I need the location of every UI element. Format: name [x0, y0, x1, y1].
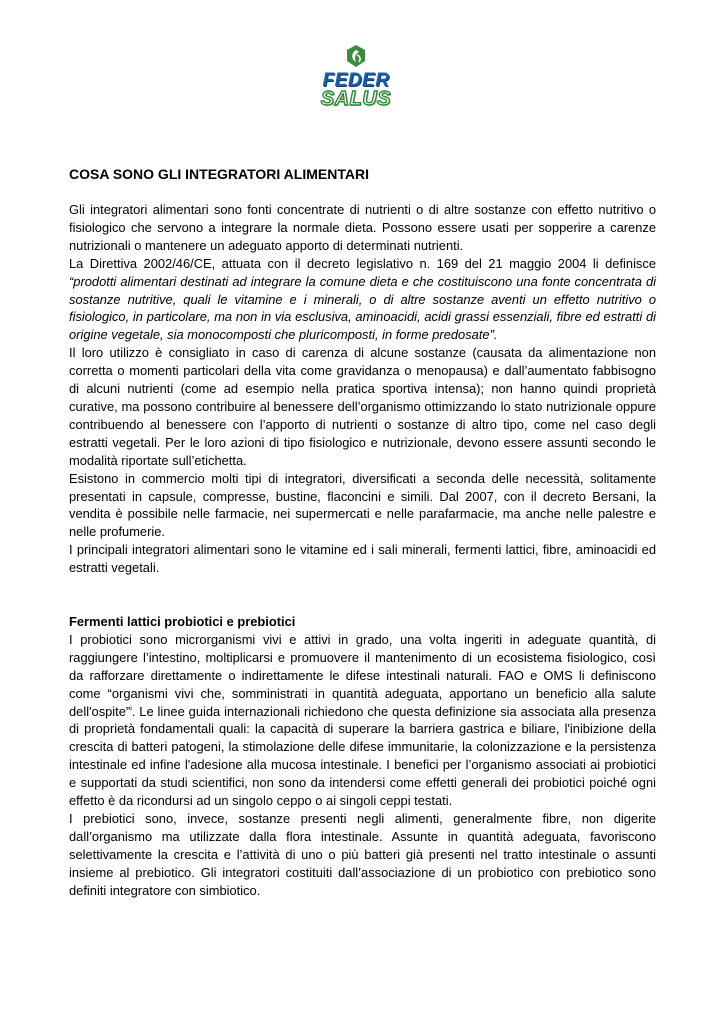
- page-title: COSA SONO GLI INTEGRATORI ALIMENTARI: [69, 166, 369, 182]
- federsalus-logo: [316, 44, 396, 122]
- paragraph-usage: Il loro utilizzo è consigliato in caso di carenza di alcune sostanze (causata da alimentazione non corretta o momenti particolari della vita come gravidanza o menopausa) e dall’aumentato fabbisogno di alcuni nutrienti (come ad esempio nella pratica sportiva intensa); non hanno quindi proprietà curative, ma possono contribuire al benessere dell’organismo ottimizzando lo stato nutrizionale oppure contribuendo al benessere con l’apporto di nutrienti o sostanze di altro tipo, come nel caso degli estratti vegetali. Per le loro azioni di tipo fisiologico e nutrizionale, devono essere assunti secondo le modalità riportate sull’etichetta.: [69, 345, 656, 468]
- paragraph-prebiotics: I prebiotici sono, invece, sostanze presenti negli alimenti, generalmente fibre, non digerite dall’organismo ma utilizzate dalla flora intestinale. Assunte in quantità adeguata, favoriscono selettivamente la crescita e l’attività di uno o più batteri già presenti nel tratto intestinale o assunti insieme al prebiotico. Gli integratori costituiti dall’associazione di un probiotico con prebiotico sono definiti integratore con simbiotico.: [69, 811, 656, 898]
- paragraph-probiotics: [69, 631, 656, 810]
- paragraph-directive: [69, 255, 656, 345]
- directive-quote: “prodotti alimentari destinati ad integrare la comune dieta e che costituiscono una fonte concentrata di sostanze nutritive, quali le vitamine e i minerali, o di altre sostanze aventi un effetto nutritivo o fisiologico, in particolare, ma non in via esclusiva, aminoacidi, acidi grassi essenziali, fibre ed estratti di origine vegetale, sia monocomposti che pluricomposti, in forme predosate”.: [69, 273, 656, 343]
- paragraph-main-types: I principali integratori alimentari sono le vitamine ed i sali minerali, fermenti lattici, fibre, aminoacidi ed estratti vegetali.: [69, 542, 656, 576]
- logo-text-salus: SALUS: [320, 88, 392, 110]
- directive-intro: La Direttiva 2002/46/CE, attuata con il decreto legislativo n. 169 del 21 maggio 2004 li definisce: [69, 255, 656, 271]
- probiotics-text-b: . Le linee guida internazionali richiedono che questa definizione sia associata alla presenza di proprietà fondamentali quali: la capacità di superare la barriera gastrica e biliare, l'inibizione della crescita di batteri patogeni, la stimolazione delle difese immunitarie, la colonizzazione e la persistenza intestinale ed infine l'adesione alla mucosa intestinale. I benefici per l’organismo associati ai probiotici e supportati da studi scientifici, non sono da intendersi come effetti generali dei probiotici poiché ogni effetto è da ricondursi ad un singolo ceppo o ai singoli ceppi testati.: [69, 703, 656, 809]
- paragraph-market: Esistono in commercio molti tipi di integratori, diversificati a seconda delle necessità, solitamente presentati in capsule, compresse, bustine, flaconcini e simili. Dal 2007, con il decreto Bersani, la vendita è possibile nelle farmacie, nei supermercati e nelle parafarmacie, ma anche nelle palestre e nelle profumerie.: [69, 470, 656, 540]
- logo-text-feder: FEDER: [322, 70, 390, 91]
- document-body: [69, 165, 656, 900]
- probiotics-text-a: I probiotici sono microrganismi vivi e attivi in grado, una volta ingeriti in adeguate quantità, di raggiungere l’intestino, moltiplicarsi e promuovere il mantenimento di un ecosistema fisiologico, così da rafforzare direttamente o indirettamente le difese intestinali naturali. FAO e OMS li definiscono come “organismi vivi che, somministrati in quantità adeguata, apportano un beneficio alla salute dell'ospite”: [69, 631, 656, 719]
- footnote-marker: i: [130, 705, 132, 713]
- paragraph-definition: Gli integratori alimentari sono fonti concentrate di nutrienti o di altre sostanze con effetto nutritivo o fisiologico che servono a integrare la normale dieta. Possono essere usati per sopperire a carenze nutrizionali o mantenere un adeguato apporto di determinati nutrienti.: [69, 202, 656, 253]
- leaf-logo-icon: [345, 44, 367, 68]
- section-spacer: [69, 577, 656, 613]
- section-title: Fermenti lattici probiotici e prebiotici: [69, 614, 296, 630]
